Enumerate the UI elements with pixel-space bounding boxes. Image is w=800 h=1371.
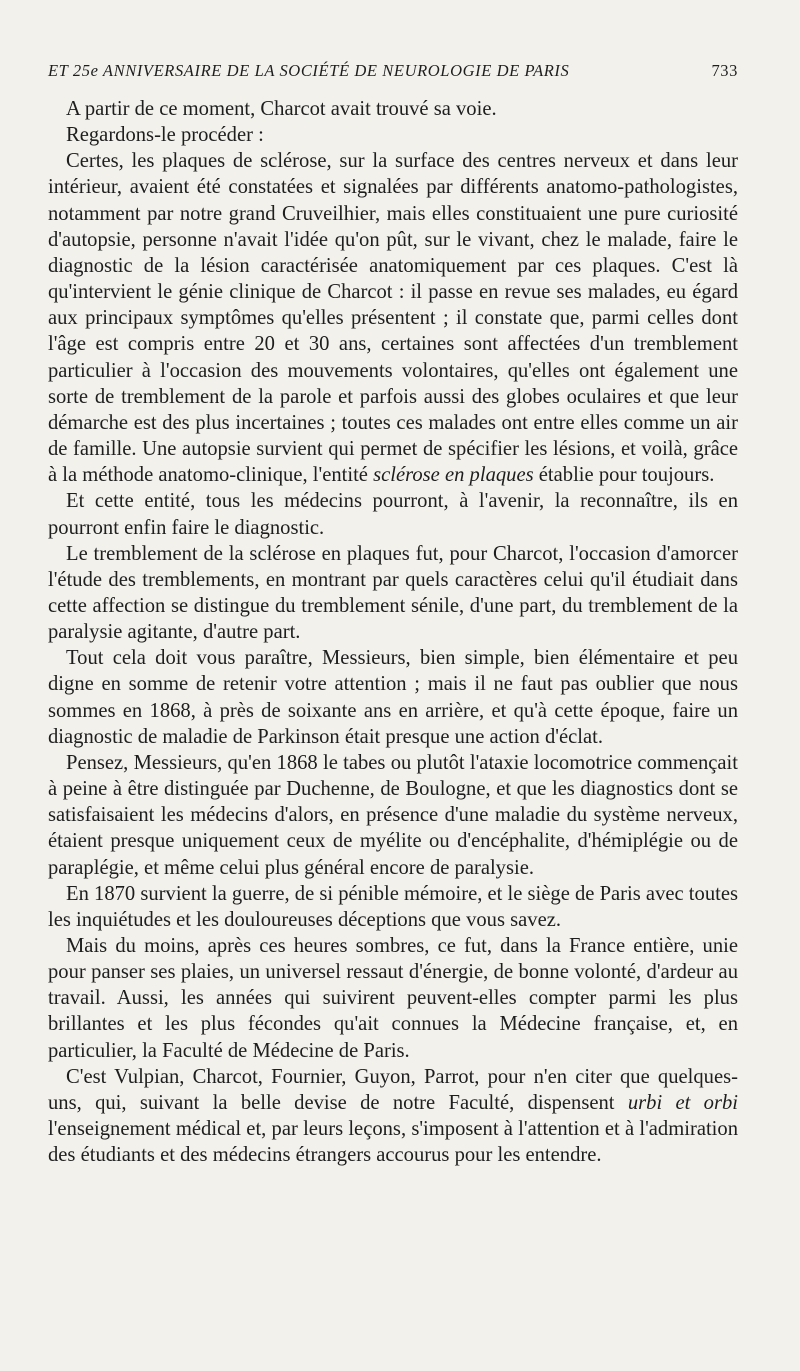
paragraph-7 — [48, 750, 738, 881]
italic-term: sclérose en plaques — [373, 464, 534, 487]
paragraph-text: Et cette entité, tous les médecins pourront, à l'avenir, la reconnaître, ils en pourront enfin faire le diagnostic. — [48, 490, 738, 539]
paragraph-3 — [48, 148, 738, 488]
running-head-title: ET 25e ANNIVERSAIRE DE LA SOCIÉTÉ DE NEUROLOGIE DE PARIS — [48, 61, 570, 80]
paragraph-4 — [48, 488, 738, 540]
paragraph-text: Tout cela doit vous paraître, Messieurs, bien simple, bien élémentaire et peu digne en somme de retenir votre attention ; mais il ne faut pas oublier que nous sommes en 1868, à près de soixante ans en arrière, et qu'à cette époque, faire un diagnostic de maladie de Parkinson était presque une action d'éclat. — [48, 647, 738, 748]
running-head — [48, 61, 738, 85]
paragraph-text: Pensez, Messieurs, qu'en 1868 le tabes ou plutôt l'ataxie locomotrice commençait à peine à être distinguée par Duchenne, de Boulogne, et que les diagnostics dont se satisfaisaient les médecins d'alors, en présence d'une maladie du système nerveux, étaient presque uniquement ceux de myélite ou d'encéphalite, d'hémiplégie ou de paraplégie, et même celui plus général encore de paralysie. — [48, 751, 738, 879]
paragraph-text-continued: établie pour toujours. — [538, 464, 715, 487]
paragraph-5 — [48, 541, 738, 646]
paragraph-1 — [48, 96, 738, 122]
paragraph-text: Le tremblement de la sclérose en plaques fut, pour Charcot, l'occasion d'amorcer l'étude des tremblements, en montrant par quels caractères celui qu'il étudiait dans cette affection se distingue du tremblement sénile, d'une part, du tremblement de la paralysie agitante, d'autre part. — [48, 542, 738, 644]
paragraph-8 — [48, 881, 738, 933]
paragraph-text: Mais du moins, après ces heures sombres, ce fut, dans la France entière, unie pour panser ses plaies, un universel ressaut d'énergie, de bonne volonté, d'ardeur au travail. Aussi, les années qui suivirent peuvent-elles compter parmi les plus brillantes et les plus fécondes qu'ait connues la Médecine française, et, en particulier, la Faculté de Médecine de Paris. — [48, 935, 738, 1062]
paragraph-text: A partir de ce moment, Charcot avait trouvé sa voie. — [66, 98, 497, 120]
paragraph-text: En 1870 survient la guerre, de si pénible mémoire, et le siège de Paris avec toutes les inquiétudes et les douloureuses déceptions que vous savez. — [48, 882, 738, 931]
paragraph-text: C'est Vulpian, Charcot, Fournier, Guyon, Parrot, pour n'en citer que quelques-uns, qui, suivant la belle devise de notre Faculté, dispensent — [48, 1065, 738, 1114]
page-number: 733 — [711, 61, 738, 80]
paragraph-10 — [48, 1064, 738, 1169]
paragraph-9 — [48, 933, 738, 1064]
italic-term: urbi et orbi — [627, 1091, 738, 1114]
paragraph-2 — [48, 122, 738, 148]
paragraph-6 — [48, 645, 738, 750]
paragraph-text: Certes, les plaques de sclérose, sur la surface des centres nerveux et dans leur intérieur, avaient été constatées et signalées par différents anatomo-pathologistes, notamment par notre grand Cruveilhier, mais elles constituaient une pure curiosité d'autopsie, personne n'avait l'idée qu'on pût, sur le vivant, chez le malade, faire le diagnostic de la lésion caractérisée anatomiquement par ces plaques. C'est là qu'intervient le génie clinique de Charcot : il passe en revue ses malades, eu égard aux principaux symptômes qu'elles présentent ; il constate que, parmi celles dont l'âge est compris entre 20 et 30 ans, certaines sont affectées d'un tremblement particulier à l'occasion des mouvements volontaires, qu'elles ont également une sorte de tremblement de la parole et parfois aussi des globes oculaires et que leur démarche est des plus incertaines ; toutes ces malades ont entre elles comme un air de famille. Une autopsie survient qui permet de spécifier les lésions, et voilà, grâce à la méthode anatomo-clinique, l'entité — [48, 150, 738, 487]
paragraph-text: Regardons-le procéder : — [66, 124, 264, 147]
paragraph-text-continued: l'enseignement médical et, par leurs leçons, s'imposent à l'attention et à l'admiration des étudiants et des médecins étrangers accourus pour les entendre. — [48, 1118, 738, 1167]
body-text — [48, 96, 738, 1168]
